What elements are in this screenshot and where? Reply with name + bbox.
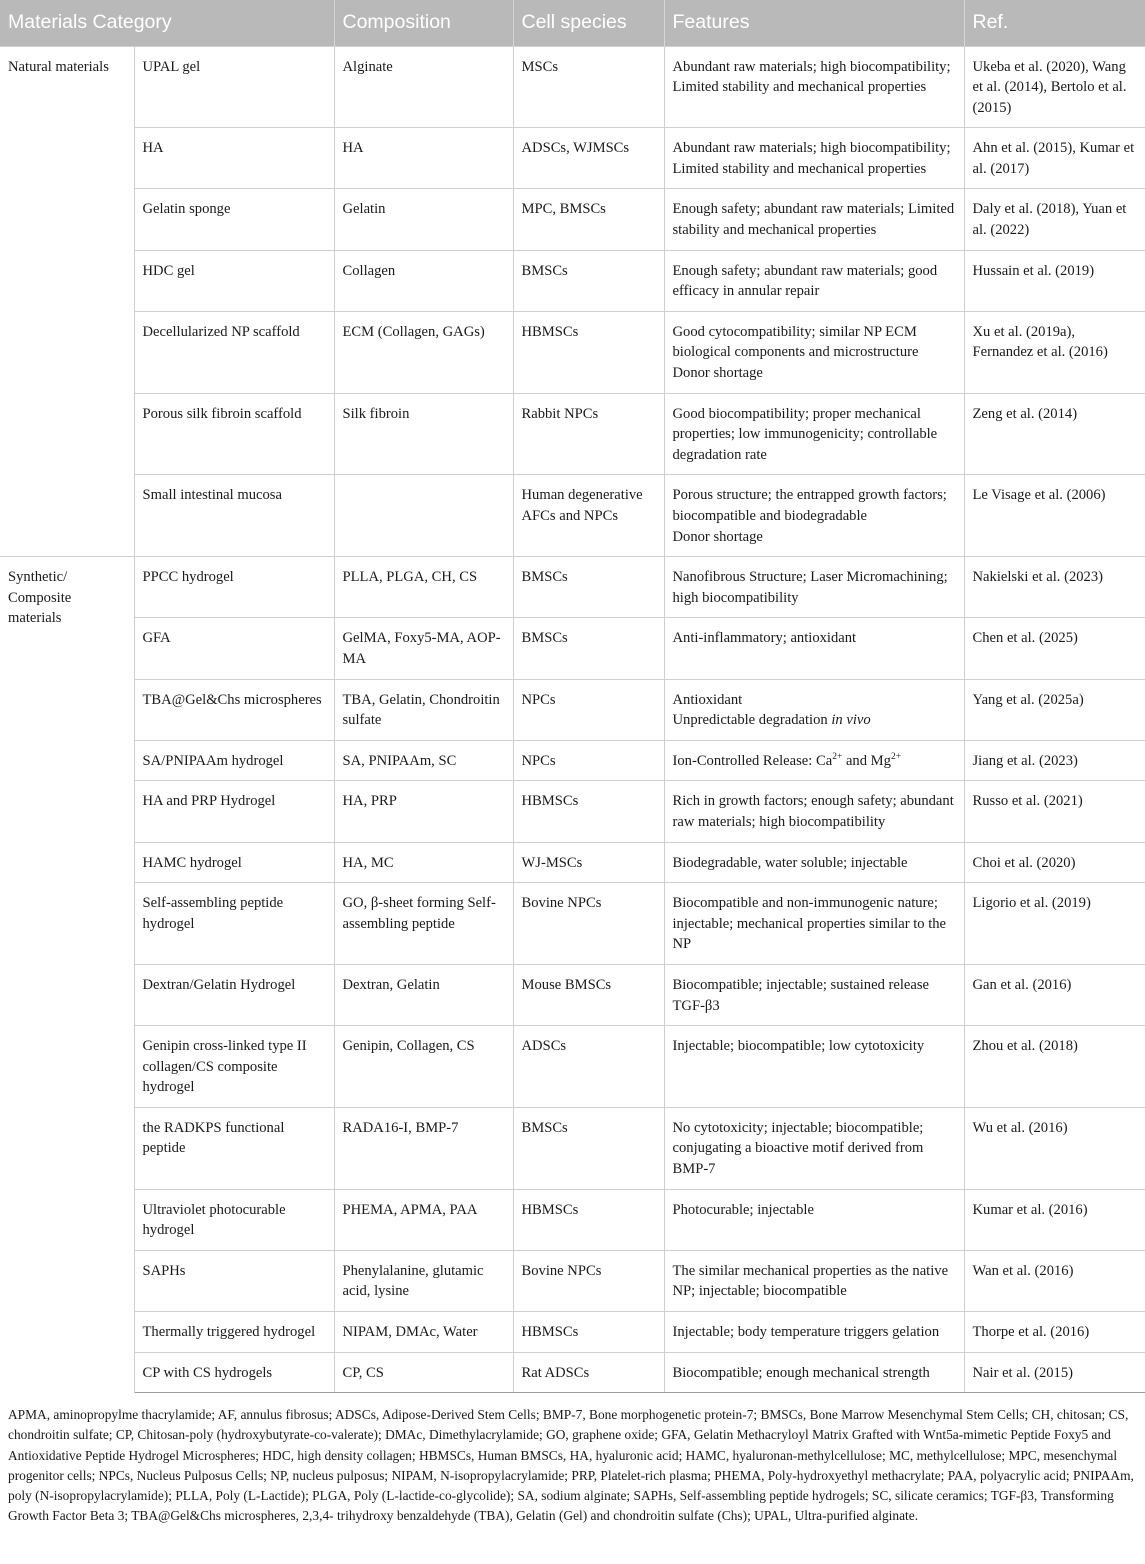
features-text: Enough safety; abundant raw materials; good efficacy in annular repair <box>672 262 938 300</box>
cell-species-cell: Human degenerative AFCs and NPCs <box>513 475 664 557</box>
cell-species-cell: ADSCs, WJMSCs <box>513 128 664 189</box>
ref-cell: Russo et al. (2021) <box>964 781 1145 842</box>
features-text: The similar mechanical properties as the native NP; injectable; biocompatible <box>672 1262 949 1300</box>
features-cell <box>664 1107 964 1189</box>
table-footnote: APMA, aminopropylme thacrylamide; AF, annulus fibrosus; ADSCs, Adipose-Derived Stem Cells; BMP-7, Bone morphogenetic protein-7; BMSCs, Bone Marrow Mesenchymal Stem Cells; CH, chitosan; CS, chondroitin sulfate; CP, Chitosan-poly (hydroxybutyrate-co-valerate); DMAc, Dimethylacrylamide; GO, graphene oxide; GFA, Gelatin Methacryloyl Matrix Grafted with Wnt5a-mimetic Peptide Foxy5 and Antioxidative Peptide Hydrogel Microspheres; HDC, high density collagen; HBMSCs, Human BMSCs, HA, hyaluronic acid; HAMC, hyaluronan-methylcellulose; MC, methylcellulose; MPC, mesenchymal progenitor cells; NPCs, Nucleus Pulposus Cells; NP, nucleus pulposus; NIPAM, N-isopropylacrylamide; PRP, Platelet-rich plasma; PHEMA, Poly-hydroxyethyl methacrylate; PAA, polyacrylic acid; PNIPAAm, poly (N-isopropylacrylamide); PLLA, Poly (L-Lactide); PLGA, Poly (L-lactide-co-glycolide); SA, sodium alginate; SAPHs, Self-assembling peptide hydrogels; SC, silicate ceramics; TGF-β3, Transforming Growth Factor Beta 3; TBA@Gel&Chs microspheres, 2,3,4- trihydroxy benzaldehyde (TBA), Gelatin (Gel) and chondroitin sulfate (Chs); UPAL, Ultra-purified alginate. <box>8 1407 1134 1524</box>
features-text: Antioxidant <box>672 691 743 708</box>
table-row <box>0 189 1145 250</box>
composition-cell: PLLA, PLGA, CH, CS <box>334 557 513 618</box>
features-text: Biodegradable, water soluble; injectable <box>672 854 908 871</box>
features-cell <box>664 189 964 250</box>
features-text: Photocurable; injectable <box>672 1201 814 1218</box>
composition-cell: SA, PNIPAAm, SC <box>334 740 513 781</box>
composition-cell: Dextran, Gelatin <box>334 964 513 1025</box>
superscript: 2+ <box>890 751 902 762</box>
features-text: Abundant raw materials; high biocompatibility; Limited stability and mechanical properties <box>672 140 951 177</box>
features-text: Anti-inflammatory; antioxidant <box>672 630 857 647</box>
features-text: Good biocompatibility; proper mechanical properties; low immunogenicity; controllable degradation rate <box>672 405 938 463</box>
category-cell: Synthetic/ Composite materials <box>0 557 134 1393</box>
header-ref: Ref. <box>964 0 1145 46</box>
features-text: Rich in growth factors; enough safety; abundant raw materials; high biocompatibility <box>672 793 954 830</box>
header-features: Features <box>664 0 964 46</box>
features-cell <box>664 475 964 557</box>
cell-species-cell: Rat ADSCs <box>513 1352 664 1393</box>
table-header-row <box>0 0 1145 46</box>
cell-species-cell: Rabbit NPCs <box>513 393 664 475</box>
material-cell: HA and PRP Hydrogel <box>134 781 334 842</box>
features-text: and Mg <box>842 752 891 769</box>
composition-cell: RADA16-I, BMP-7 <box>334 1107 513 1189</box>
ref-cell: Choi et al. (2020) <box>964 842 1145 883</box>
features-text: Injectable; body temperature triggers gelation <box>672 1324 940 1341</box>
features-text: Enough safety; abundant raw materials; Limited stability and mechanical properties <box>672 201 955 239</box>
ref-cell: Nakielski et al. (2023) <box>964 557 1145 618</box>
cell-species-cell: Mouse BMSCs <box>513 964 664 1025</box>
table-row <box>0 128 1145 189</box>
table-row <box>0 964 1145 1025</box>
features-cell <box>664 311 964 393</box>
composition-cell: PHEMA, APMA, PAA <box>334 1189 513 1250</box>
cell-species-cell: NPCs <box>513 679 664 740</box>
features-cell <box>664 1250 964 1311</box>
header-cell-species: Cell species <box>513 0 664 46</box>
composition-cell: Silk fibroin <box>334 393 513 475</box>
table-row <box>0 1312 1145 1353</box>
ref-cell: Ahn et al. (2015), Kumar et al. (2017) <box>964 128 1145 189</box>
table-row <box>0 740 1145 781</box>
table-row <box>0 557 1145 618</box>
features-text: Ion-Controlled Release: Ca <box>672 752 833 769</box>
ref-cell: Zeng et al. (2014) <box>964 393 1145 475</box>
material-cell: CP with CS hydrogels <box>134 1352 334 1393</box>
cell-species-cell: BMSCs <box>513 618 664 679</box>
features-second-line <box>673 710 956 731</box>
composition-cell: GelMA, Foxy5-MA, AOP-MA <box>334 618 513 679</box>
composition-cell: CP, CS <box>334 1352 513 1393</box>
composition-cell: HA, MC <box>334 842 513 883</box>
material-cell: SAPHs <box>134 1250 334 1311</box>
cell-species-cell: MPC, BMSCs <box>513 189 664 250</box>
features-italic-text: in vivo <box>831 712 871 729</box>
cell-species-cell: HBMSCs <box>513 781 664 842</box>
features-cell <box>664 393 964 475</box>
composition-cell: TBA, Gelatin, Chondroitin sulfate <box>334 679 513 740</box>
material-cell: PPCC hydrogel <box>134 557 334 618</box>
table-row <box>0 883 1145 965</box>
features-cell <box>664 1189 964 1250</box>
cell-species-cell: BMSCs <box>513 250 664 311</box>
cell-species-cell: HBMSCs <box>513 311 664 393</box>
table-row <box>0 46 1145 128</box>
table-row <box>0 679 1145 740</box>
features-text: Good cytocompatibility; similar NP ECM biological components and microstructure <box>672 323 919 361</box>
composition-cell: Gelatin <box>334 189 513 250</box>
table-row <box>0 1107 1145 1189</box>
table-row <box>0 1352 1145 1393</box>
ref-cell: Ukeba et al. (2020), Wang et al. (2014), Bertolo et al. (2015) <box>964 46 1145 128</box>
features-cell <box>664 679 964 740</box>
ref-cell: Wan et al. (2016) <box>964 1250 1145 1311</box>
cell-species-cell: BMSCs <box>513 557 664 618</box>
features-text: Nanofibrous Structure; Laser Micromachining; high biocompatibility <box>672 569 948 606</box>
features-text: Donor shortage <box>672 528 763 545</box>
cell-species-cell: HBMSCs <box>513 1189 664 1250</box>
material-cell: Thermally triggered hydrogel <box>134 1312 334 1353</box>
composition-cell: HA <box>334 128 513 189</box>
cell-species-cell: BMSCs <box>513 1107 664 1189</box>
features-cell <box>664 128 964 189</box>
material-cell: Genipin cross-linked type II collagen/CS composite hydrogel <box>134 1026 334 1108</box>
superscript: 2+ <box>832 751 843 762</box>
features-text: Biocompatible and non-immunogenic nature; injectable; mechanical properties similar to the NP <box>672 895 947 953</box>
ref-cell: Daly et al. (2018), Yuan et al. (2022) <box>964 189 1145 250</box>
material-cell: TBA@Gel&Chs microspheres <box>134 679 334 740</box>
features-text: Unpredictable degradation <box>672 712 828 729</box>
material-cell: HA <box>134 128 334 189</box>
cell-species-cell: MSCs <box>513 46 664 128</box>
ref-cell: Chen et al. (2025) <box>964 618 1145 679</box>
features-cell <box>664 250 964 311</box>
ref-cell: Ligorio et al. (2019) <box>964 883 1145 965</box>
header-composition: Composition <box>334 0 513 46</box>
material-cell: HDC gel <box>134 250 334 311</box>
features-cell <box>664 557 964 618</box>
table-row <box>0 842 1145 883</box>
ref-cell: Le Visage et al. (2006) <box>964 475 1145 557</box>
table-row <box>0 1250 1145 1311</box>
features-cell <box>664 618 964 679</box>
material-cell: Decellularized NP scaffold <box>134 311 334 393</box>
composition-cell <box>334 475 513 557</box>
table-row <box>0 1026 1145 1108</box>
ref-cell: Jiang et al. (2023) <box>964 740 1145 781</box>
cell-species-cell: HBMSCs <box>513 1312 664 1353</box>
features-cell <box>664 842 964 883</box>
features-cell <box>664 883 964 965</box>
material-cell: SA/PNIPAAm hydrogel <box>134 740 334 781</box>
ref-cell: Zhou et al. (2018) <box>964 1026 1145 1108</box>
features-cell <box>664 781 964 842</box>
cell-species-cell: Bovine NPCs <box>513 883 664 965</box>
features-cell <box>664 964 964 1025</box>
table-row <box>0 250 1145 311</box>
features-cell <box>664 1312 964 1353</box>
material-cell: Ultraviolet photocurable hydrogel <box>134 1189 334 1250</box>
material-cell: Self-assembling peptide hydrogel <box>134 883 334 965</box>
header-materials-category: Materials Category <box>0 0 334 46</box>
features-text: Biocompatible; injectable; sustained release TGF-β3 <box>672 976 930 1014</box>
features-text: Injectable; biocompatible; low cytotoxicity <box>672 1038 925 1055</box>
cell-species-cell: Bovine NPCs <box>513 1250 664 1311</box>
material-cell: GFA <box>134 618 334 679</box>
ref-cell: Hussain et al. (2019) <box>964 250 1145 311</box>
cell-species-cell: WJ-MSCs <box>513 842 664 883</box>
features-cell <box>664 740 964 781</box>
ref-cell: Thorpe et al. (2016) <box>964 1312 1145 1353</box>
features-cell <box>664 1026 964 1108</box>
table-row <box>0 311 1145 393</box>
table-row <box>0 475 1145 557</box>
ref-cell: Gan et al. (2016) <box>964 964 1145 1025</box>
composition-cell: Collagen <box>334 250 513 311</box>
table-body <box>0 46 1145 1393</box>
category-cell: Natural materials <box>0 46 134 557</box>
material-cell: the RADKPS functional peptide <box>134 1107 334 1189</box>
features-cell <box>664 46 964 128</box>
material-cell: HAMC hydrogel <box>134 842 334 883</box>
composition-cell: HA, PRP <box>334 781 513 842</box>
composition-cell: GO, β-sheet forming Self-assembling peptide <box>334 883 513 965</box>
composition-cell: NIPAM, DMAc, Water <box>334 1312 513 1353</box>
table-row <box>0 1189 1145 1250</box>
ref-cell: Wu et al. (2016) <box>964 1107 1145 1189</box>
cell-species-cell: ADSCs <box>513 1026 664 1108</box>
composition-cell: ECM (Collagen, GAGs) <box>334 311 513 393</box>
material-cell: Dextran/Gelatin Hydrogel <box>134 964 334 1025</box>
material-cell: Porous silk fibroin scaffold <box>134 393 334 475</box>
cell-species-cell: NPCs <box>513 740 664 781</box>
features-second-line <box>673 363 956 384</box>
ref-cell: Kumar et al. (2016) <box>964 1189 1145 1250</box>
ref-cell: Yang et al. (2025a) <box>964 679 1145 740</box>
material-cell: UPAL gel <box>134 46 334 128</box>
table-row <box>0 781 1145 842</box>
features-text: Donor shortage <box>672 365 763 382</box>
material-cell: Small intestinal mucosa <box>134 475 334 557</box>
features-cell <box>664 1352 964 1393</box>
ref-cell: Xu et al. (2019a), Fernandez et al. (2016) <box>964 311 1145 393</box>
material-cell: Gelatin sponge <box>134 189 334 250</box>
features-text: Biocompatible; enough mechanical strength <box>672 1364 930 1381</box>
table-row <box>0 393 1145 475</box>
table-row <box>0 618 1145 679</box>
features-text: No cytotoxicity; injectable; biocompatible; conjugating a bioactive motif derived from BMP-7 <box>672 1119 924 1178</box>
composition-cell: Genipin, Collagen, CS <box>334 1026 513 1108</box>
features-text: Abundant raw materials; high biocompatibility; Limited stability and mechanical properties <box>672 58 951 96</box>
features-text: Porous structure; the entrapped growth factors; biocompatible and biodegradable <box>672 487 947 524</box>
composition-cell: Phenylalanine, glutamic acid, lysine <box>334 1250 513 1311</box>
ref-cell: Nair et al. (2015) <box>964 1352 1145 1393</box>
features-second-line <box>673 527 956 548</box>
composition-cell: Alginate <box>334 46 513 128</box>
